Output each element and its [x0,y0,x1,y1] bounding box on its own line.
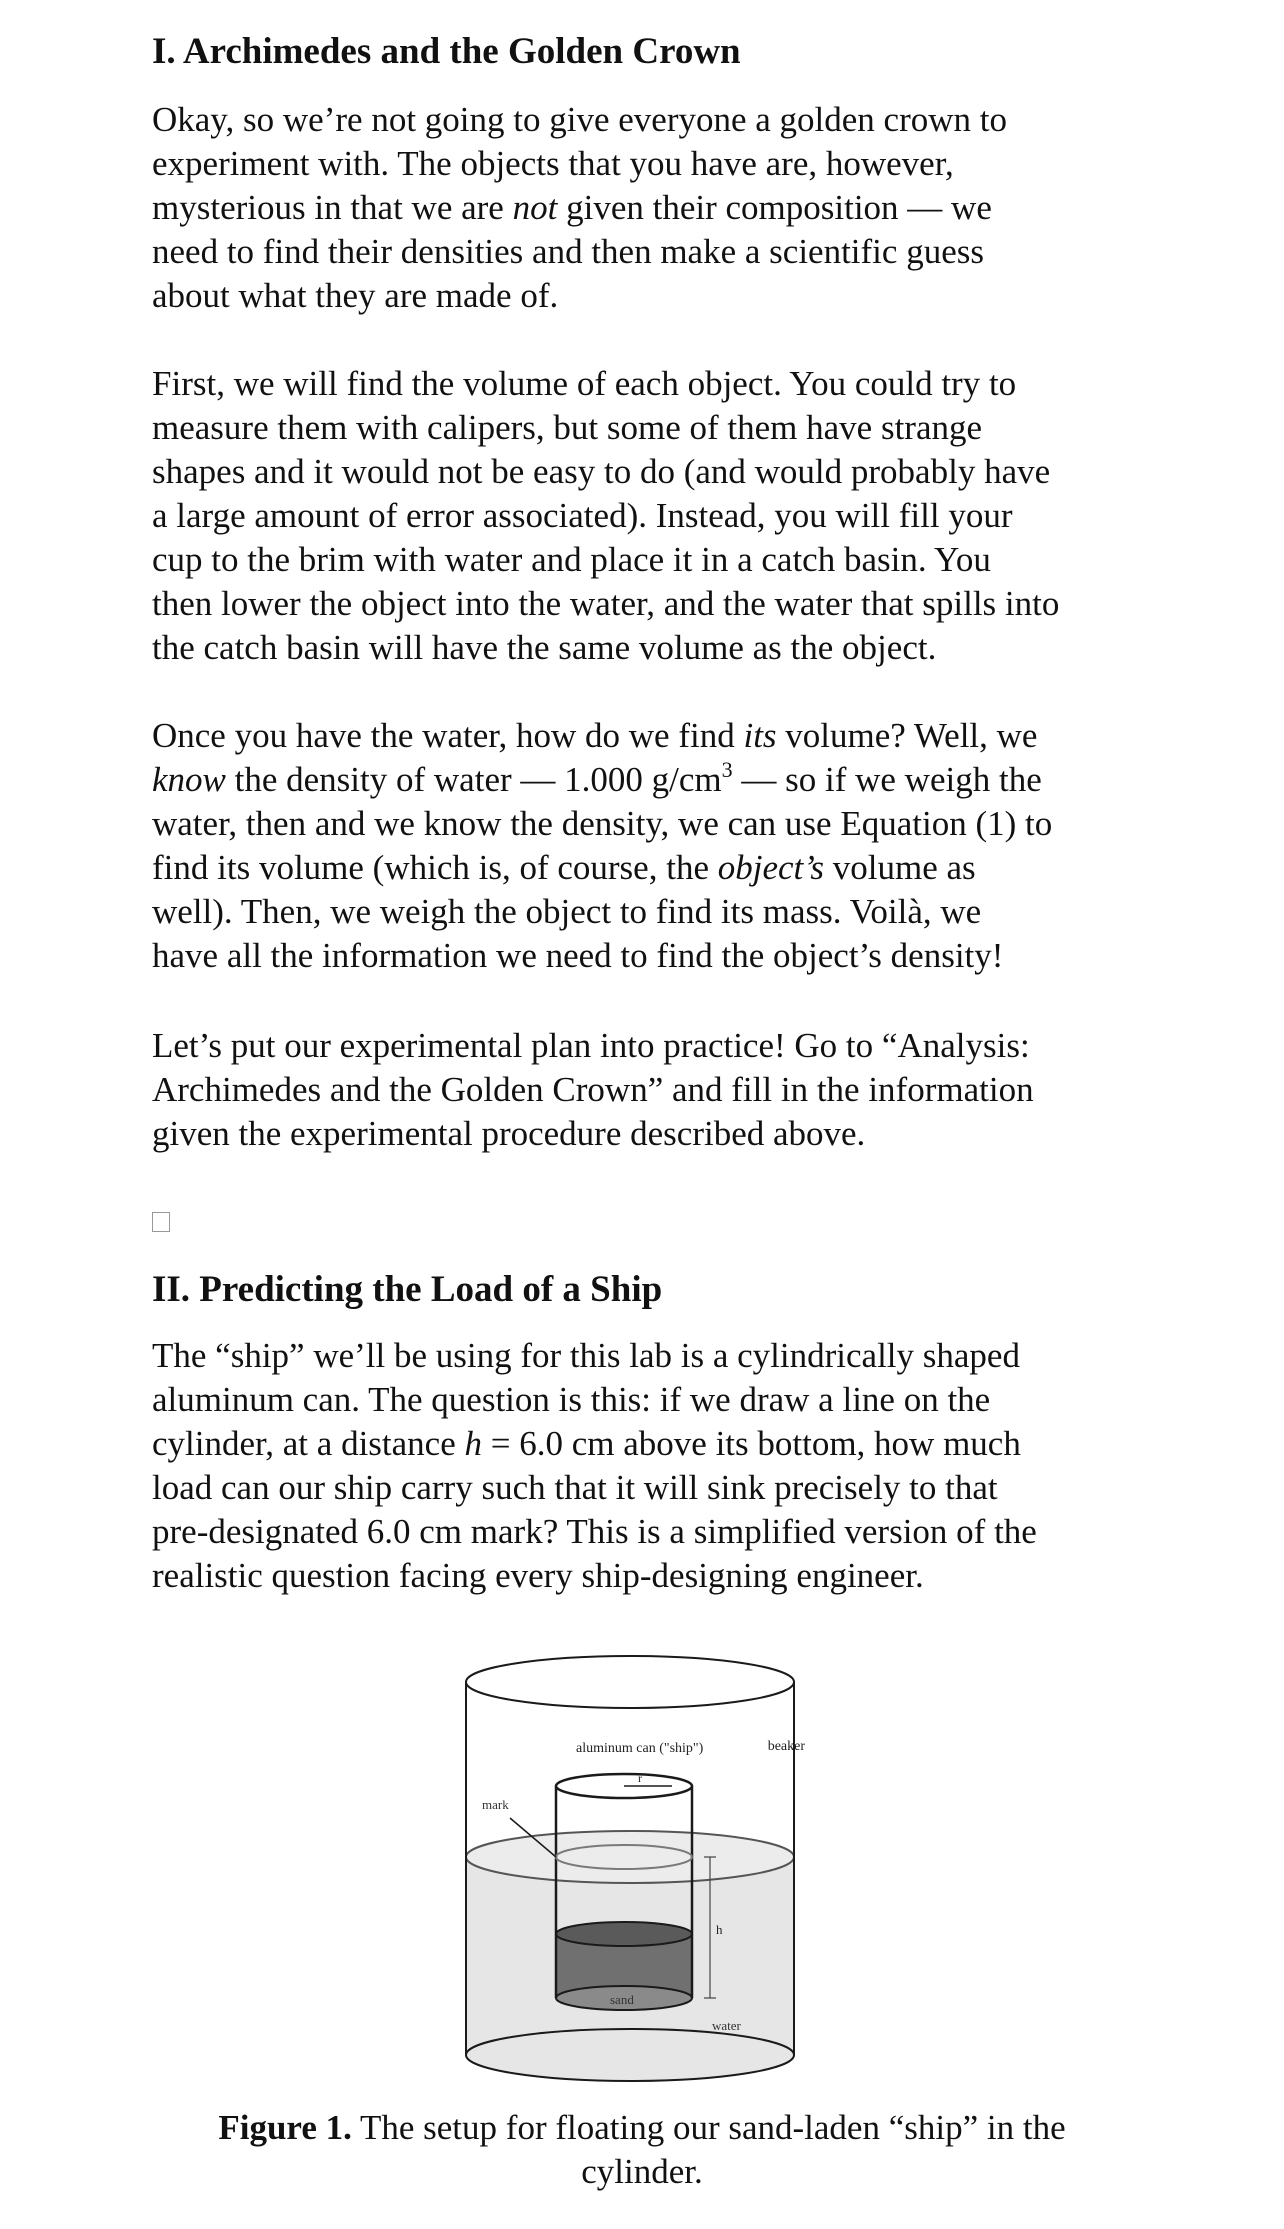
text-line: Let’s put our experimental plan into practice! Go to “Analysis: [152,1026,1030,1065]
text-line: Archimedes and the Golden Crown” and fill in the information [152,1070,1034,1109]
sand-top [556,1922,692,1946]
text-line: water, then and we know the density, we can use Equation (1) to [152,804,1053,843]
water-surface [466,1831,794,1883]
caption-line: cylinder. [581,2152,703,2191]
text-line: cup to the brim with water and place it in a catch basin. You [152,540,991,579]
text-line: mysterious in that we are not given their composition — we [152,188,992,227]
water-label: water [712,2018,741,2033]
text-line: realistic question facing every ship-designing engineer. [152,1556,924,1595]
text-line: pre-designated 6.0 cm mark? This is a simplified version of the [152,1512,1037,1551]
text-line: aluminum can. The question is this: if we draw a line on the [152,1380,991,1419]
text-line: the catch basin will have the same volume as the object. [152,628,937,667]
can-label: aluminum can ("ship") [576,1741,704,1756]
text-line: about what they are made of. [152,276,559,315]
beaker-rim [466,1656,794,1708]
figure-ship-diagram [460,1652,805,2082]
text-line: have all the information we need to find the object’s density! [152,936,1004,975]
text-line: load can our ship carry such that it will sink precisely to that [152,1468,998,1507]
text-line: measure them with calipers, but some of them have strange [152,408,983,447]
section-heading-ship: II. Predicting the Load of a Ship [152,1269,663,1310]
height-label: h [716,1922,723,1937]
paragraph-intro [152,98,1162,318]
beaker-label: beaker [767,1739,805,1754]
figure-caption [152,2106,1132,2194]
text-line: a large amount of error associated). Instead, you will fill your [152,496,1013,535]
beaker-bottom [466,2029,794,2081]
mark-label: mark [482,1797,509,1812]
checkbox[interactable] [152,1212,170,1232]
text-line: need to find their densities and then make a scientific guess [152,232,984,271]
text-line: The “ship” we’ll be using for this lab is a cylindrically shaped [152,1336,1020,1375]
text-line: Once you have the water, how do we find its volume? Well, we [152,716,1038,755]
paragraph-ship-question [152,1334,1162,1598]
text-line: then lower the object into the water, and the water that spills into [152,584,1060,623]
text-line: cylinder, at a distance h = 6.0 cm above its bottom, how much [152,1424,1021,1463]
text-line: shapes and it would not be easy to do (and would probably have [152,452,1051,491]
paragraph-experimental-plan [152,1024,1162,1156]
text-line: find its volume (which is, of course, the object’s volume as [152,848,976,887]
text-line: Okay, so we’re not going to give everyone a golden crown to [152,100,1007,139]
sand-label: sand [610,1992,634,2007]
paragraph-volume-method [152,362,1162,670]
caption-line: Figure 1. The setup for floating our sand-laden “ship” in the [218,2108,1066,2147]
section-heading-archimedes: I. Archimedes and the Golden Crown [152,31,741,72]
paragraph-density [152,714,1162,978]
radius-label: r [638,1771,642,1785]
text-line: well). Then, we weigh the object to find its mass. Voilà, we [152,892,982,931]
text-line: know the density of water — 1.000 $g/cm^3$ — so if we weigh the [152,757,1042,799]
text-line: First, we will find the volume of each object. You could try to [152,364,1017,403]
text-line: experiment with. The objects that you have are, however, [152,144,954,183]
text-line: given the experimental procedure described above. [152,1114,866,1153]
